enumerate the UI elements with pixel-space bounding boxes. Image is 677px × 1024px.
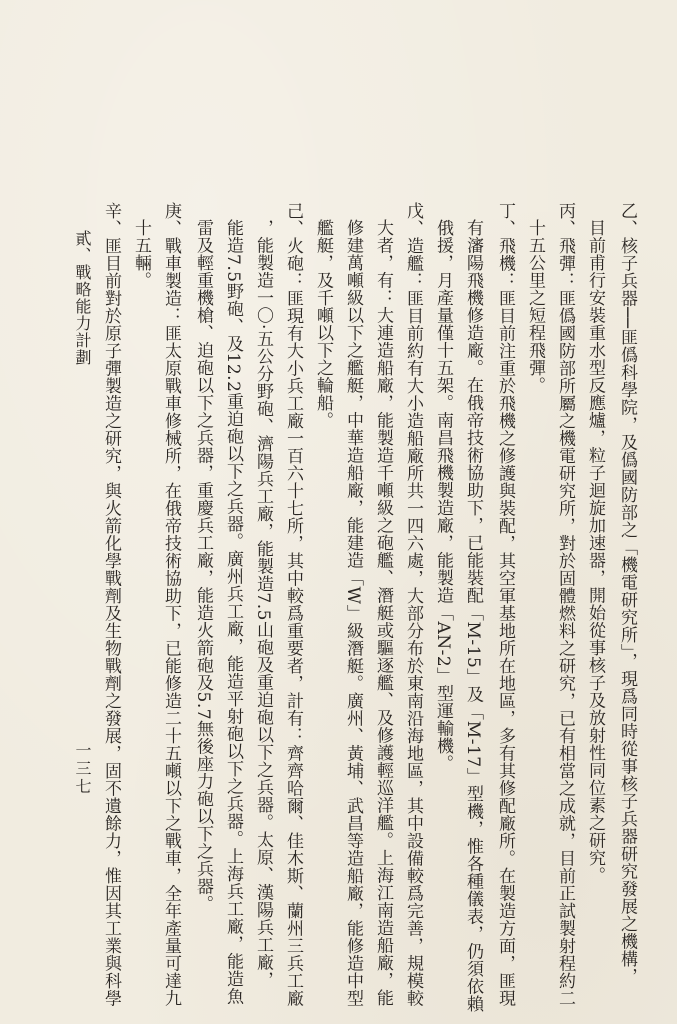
text-line-4: 十五公里之短程飛彈。: [525, 219, 545, 394]
text-line-2: 目前甫行安裝重水型反應爐，粒子迴旋加速器，開始從事核子及放射性同位素之研究。: [585, 219, 605, 884]
text-line-10: 修建萬噸級以下之艦艇，中華造船廠，能建造「W」級潛艇。廣州、黃埔、武昌等造船廠，能修造中型: [343, 219, 363, 1007]
text-line-18: 辛、匪目前對於原子彈製造之研究，與火箭化學戰劑及生物戰劑之發展，固不遺餘力，惟因其工業與科學: [101, 202, 121, 1007]
text-line-5: 丁、飛機：匪目前注重於飛機之修護與裝配，其空軍基地所在地區，多有其修配廠所。在製造方面，匪現: [495, 202, 515, 1007]
text-line-15: 雷及輕重機槍、迫砲以下之兵器，重慶兵工廠，能造火箭砲及5.7無後座力砲以下之兵器。: [193, 219, 213, 913]
text-line-17: 十五輛。: [131, 219, 151, 289]
running-footer-title: 貳、戰略能力計劃: [73, 230, 92, 366]
text-line-9: 大者，有：大連造船廠，能製造千噸級之砲艦、潛艇或驅逐艦、及修護輕巡洋艦。上海江南造船廠，能: [373, 219, 393, 1007]
text-line-16: 庚、戰車製造：匪太原戰車修械所，在俄帝技術協助下，已能修造二十五噸以下之戰車，全年產量可達九: [161, 202, 181, 1007]
text-line-14: 能造7.5野砲、及12.2重迫砲以下之兵器。廣州兵工廠，能造平射砲以下之兵器。上海兵工廠，能造魚: [223, 219, 243, 1005]
text-line-12: 己、火砲：匪現有大小兵工廠一百六十七所，其中較爲重要者，計有：齊齊哈爾、佳木斯、蘭州三兵工廠: [283, 202, 303, 1007]
text-line-3: 丙、飛彈：匪僞國防部所屬之機電研究所，對於固體燃料之研究，已有相當之成就，目前正試製射程約二: [555, 202, 575, 1007]
text-line-11: 艦艇，及千噸以下之輪船。: [313, 219, 333, 429]
text-line-1: 乙、核子兵器──匪僞科學院，及僞國防部之「機電研究所」，現爲同時從事核子兵器研究發展之機構，: [617, 202, 637, 985]
text-line-7: 俄援，月產量僅十五架。南昌飛機製造廠，能製造「AN-2」型運輸機。: [433, 219, 453, 773]
text-line-8: 戊、造艦：匪目前約有大小造船廠所共一四六處，大部分布於東南沿海地區，其中設備較爲完善，規模較: [403, 202, 423, 1007]
text-line-13: ，能製造一〇·五公分野砲、濟陽兵工廠，能製造7.5山砲及重迫砲以下之兵器。太原、漢陽兵工廠，: [253, 219, 273, 989]
text-line-6: 有瀋陽飛機修造廠。在俄帝技術協助下，已能裝配「M-15」及「M-17」型機，惟各種儀表，仍須依賴: [463, 219, 483, 1013]
page-number: 一三七: [73, 742, 92, 796]
